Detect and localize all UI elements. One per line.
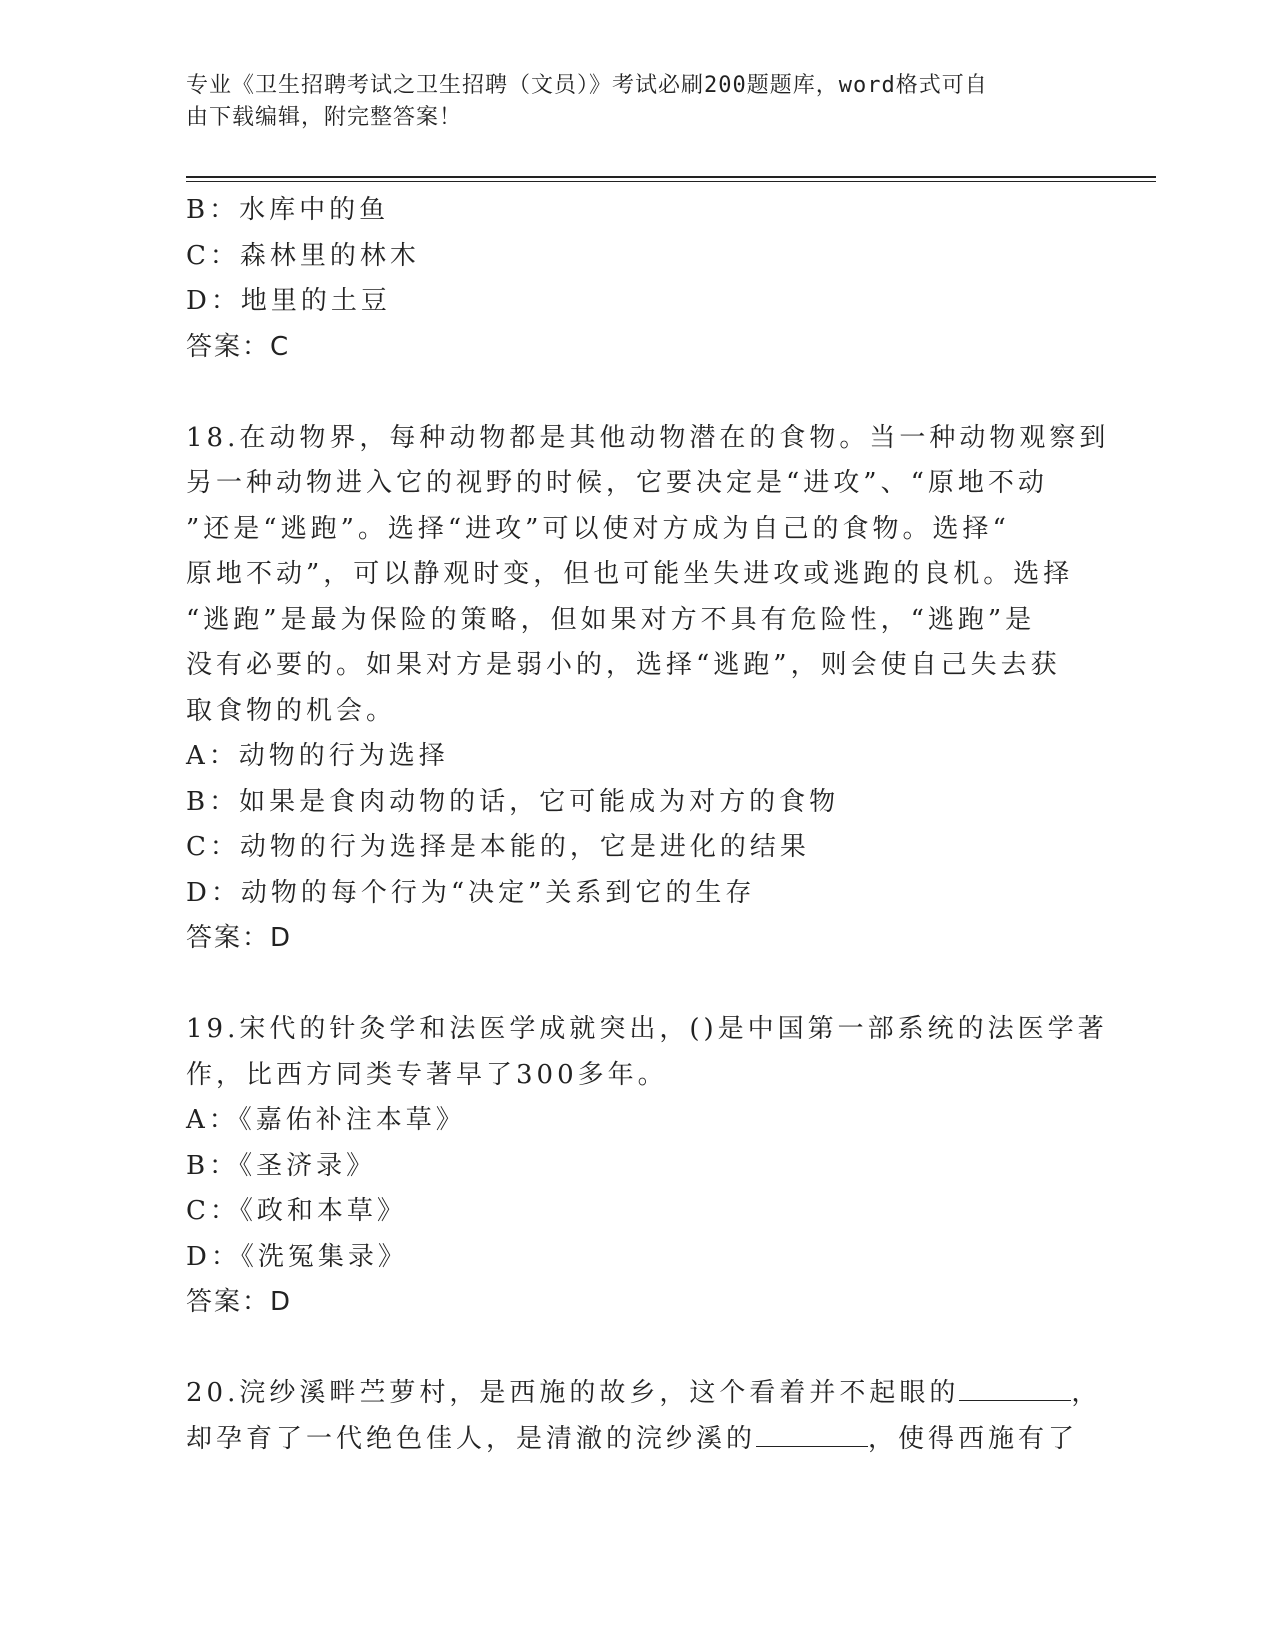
page-header bbox=[186, 70, 1066, 134]
option-a: A：动物的行为选择 bbox=[186, 741, 449, 771]
header-rule-thick bbox=[186, 176, 1156, 178]
document-body bbox=[186, 188, 1110, 1462]
answer-line: 答案：D bbox=[186, 923, 293, 953]
question-text-line: 19.宋代的针灸学和法医学成就突出，()是中国第一部系统的法医学著 bbox=[186, 1014, 1108, 1044]
question-18 bbox=[186, 416, 1110, 962]
question-text-line bbox=[186, 1417, 1079, 1463]
option-d: D：地里的土豆 bbox=[186, 286, 391, 316]
header-rule-thin bbox=[186, 181, 1156, 182]
option-c: C：动物的行为选择是本能的，它是进化的结果 bbox=[186, 832, 810, 862]
question-text-line: 没有必要的。如果对方是弱小的，选择“逃跑”，则会使自己失去获 bbox=[186, 650, 1061, 680]
answer-line: 答案：D bbox=[186, 1287, 293, 1317]
fill-in-blank bbox=[959, 1372, 1071, 1401]
option-d: D：动物的每个行为“决定”关系到它的生存 bbox=[186, 877, 756, 908]
fill-in-blank bbox=[756, 1418, 868, 1447]
option-a: A：《嘉佑补注本草》 bbox=[186, 1105, 466, 1135]
question-text: 20.浣纱溪畔苎萝村，是西施的故乡，这个看着并不起眼的 bbox=[186, 1378, 960, 1408]
option-b: B：如果是食肉动物的话，它可能成为对方的食物 bbox=[186, 786, 840, 817]
answer-line: 答案：C bbox=[186, 331, 291, 362]
question-text-line: 作，比西方同类专著早了300多年。 bbox=[186, 1059, 668, 1090]
option-c: C：森林里的林木 bbox=[186, 240, 420, 271]
question-text-line: ”还是“逃跑”。选择“进攻”可以使对方成为自己的食物。选择“ bbox=[186, 513, 1010, 544]
question-text-line: 18.在动物界，每种动物都是其他动物潜在的食物。当一种动物观察到 bbox=[186, 422, 1110, 453]
option-b: B：水库中的鱼 bbox=[186, 195, 390, 225]
option-c: C：《政和本草》 bbox=[186, 1196, 407, 1226]
header-line-1: 专业《卫生招聘考试之卫生招聘（文员）》考试必刷200题题库，word格式可自 bbox=[186, 73, 988, 98]
question-text-line: 取食物的机会。 bbox=[186, 695, 397, 726]
question-text-line bbox=[186, 1371, 1102, 1417]
question-20 bbox=[186, 1371, 1102, 1462]
question-19 bbox=[186, 1007, 1108, 1326]
option-b: B：《圣济录》 bbox=[186, 1150, 377, 1181]
punctuation: ， bbox=[1071, 1378, 1102, 1408]
question-text-line: “逃跑”是最为保险的策略，但如果对方不具有危险性，“逃跑”是 bbox=[186, 604, 1036, 635]
option-d: D：《洗冤集录》 bbox=[186, 1241, 408, 1272]
spacer bbox=[186, 1326, 1076, 1372]
spacer bbox=[186, 370, 1076, 416]
question-text: 却孕育了一代绝色佳人，是清澈的浣纱溪的 bbox=[186, 1423, 757, 1454]
question-17-tail bbox=[186, 188, 1076, 370]
header-line-2: 由下载编辑，附完整答案！ bbox=[186, 105, 463, 130]
question-text-line: 原地不动”，可以静观时变，但也可能坐失进攻或逃跑的良机。选择 bbox=[186, 559, 1074, 589]
spacer bbox=[186, 962, 1076, 1008]
question-text-line: 另一种动物进入它的视野的时候，它要决定是“进攻”、“原地不动 bbox=[186, 468, 1048, 498]
question-text: ，使得西施有了 bbox=[868, 1423, 1079, 1454]
